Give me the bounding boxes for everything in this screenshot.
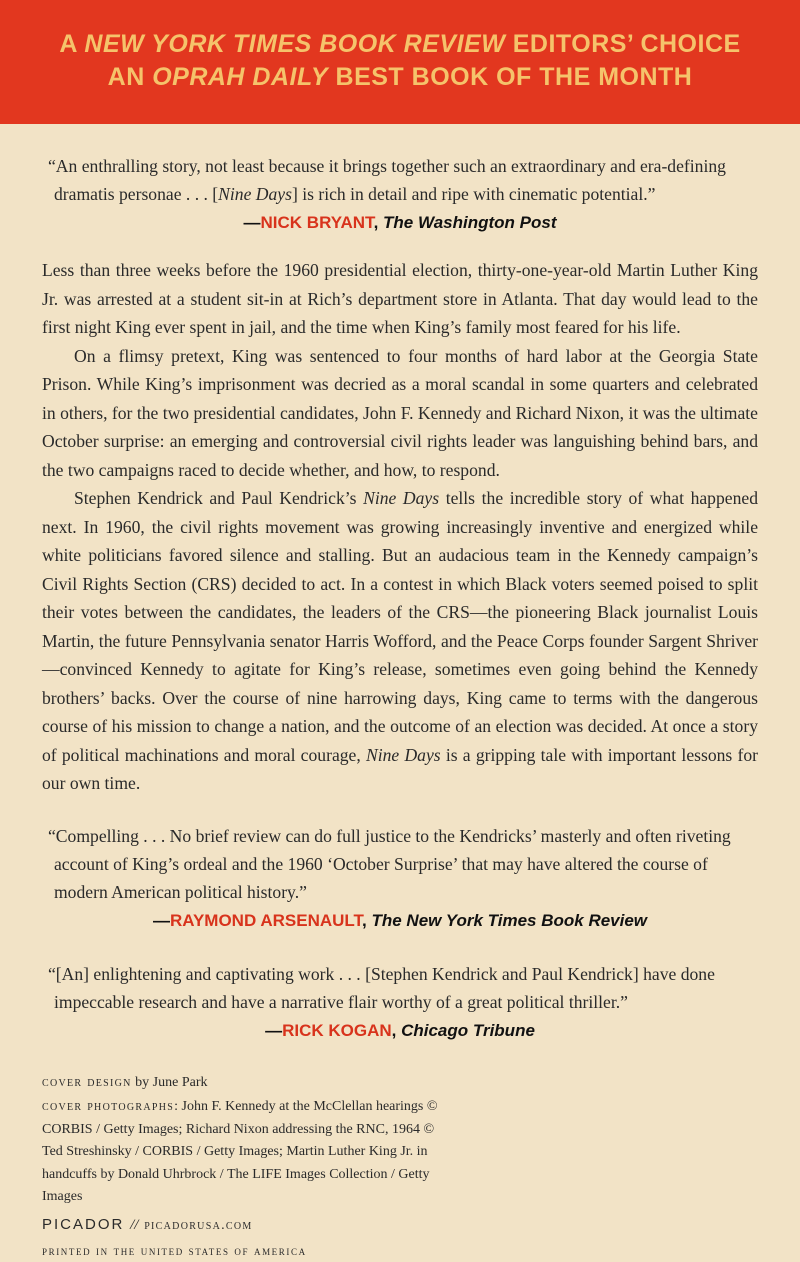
quote-text: “[An] enlightening and captivating work . . . [Stephen Kendrick and Paul Kendrick] have done impeccable research and have a narrative flair worthy of a great political thriller.” — [48, 963, 715, 1012]
cover-photographs-credit — [42, 1096, 442, 1209]
publisher-imprint — [42, 1213, 442, 1238]
banner-line-nytbr — [0, 28, 800, 61]
book-description — [42, 256, 758, 798]
attribution-dash: — — [265, 1020, 283, 1040]
imprint-separator: // — [130, 1216, 139, 1233]
p3-book-title-2: Nine Days — [365, 744, 441, 765]
publisher-logo: PICADOR — [42, 1215, 125, 1233]
review-quote-washington-post — [42, 152, 758, 238]
banner-line2-prefix: AN — [107, 63, 153, 91]
attribution-comma: , — [362, 910, 372, 930]
publication-name: Chicago Tribune — [401, 1020, 535, 1040]
cover-design-label: cover design — [42, 1074, 132, 1090]
cover-credits — [42, 1072, 442, 1262]
banner-line1-italic: NEW YORK TIMES BOOK REVIEW — [84, 30, 506, 58]
description-paragraph-2: On a flimsy pretext, King was sentenced to four months of hard labor at the Georgia State Prison. While King’s imprisonment was decried as a moral scandal in some quarters and celebrated in others, for the two presidential candidates, John F. Kennedy and Richard Nixon, it was the ultimate October surprise: an emerging and controversial civil rights leader was languishing behind bars, and the two campaigns raced to decide whether, and how, to respond. — [42, 345, 758, 480]
quote1-text-before: “An enthralling story, not least because it brings together such an extraordinary and era-defining dramatis personae . . . [ — [48, 156, 726, 204]
quote-text — [42, 152, 758, 208]
p3-after: is a gripping tale with important lessons for our own time. — [42, 744, 758, 793]
quote-attribution — [42, 208, 758, 238]
p3-before: Stephen Kendrick and Paul Kendrick’s — [74, 488, 364, 508]
reviewer-name: RAYMOND ARSENAULT — [169, 910, 363, 930]
publication-name: The New York Times Book Review — [371, 910, 648, 930]
attribution-dash: — — [243, 213, 261, 232]
p3-book-title: Nine Days — [363, 488, 440, 508]
publication-name: The Washington Post — [383, 213, 557, 232]
quote-attribution — [42, 1016, 758, 1046]
printed-in-notice: printed in the united states of america — [42, 1242, 307, 1258]
cover-photographs-value: : John F. Kennedy at the McClellan hearings © CORBIS / Getty Images; Richard Nixon addressing the RNC, 1964 © Ted Streshinsky / CORBIS / Getty Images; Martin Luther King Jr. in handcuffs by Donald Uhrbrock / The LIFE Images Collection / Getty Images — [42, 1099, 438, 1204]
top-banner — [0, 0, 800, 124]
banner-line1-prefix: A — [59, 30, 85, 58]
attribution-comma: , — [391, 1020, 402, 1040]
review-quote-chicago-tribune — [42, 960, 758, 1046]
quote-text: “Compelling . . . No brief review can do full justice to the Kendricks’ masterly and often riveting account of King’s ordeal and the 1960 ‘October Surprise’ that may have altered the course of modern American political history.” — [48, 825, 731, 902]
p3-middle: tells the incredible story of what happened next. In 1960, the civil rights movement was growing increasingly inventive and energized while white politicians favored silence and stalling. But an audacious team in the Kennedy campaign’s Civil Rights Section (CRS) decided to act. In a contest in which Black voters seemed poised to split their votes between the candidates, the leaders of the CRS—the pioneering Black journalist Louis Martin, the future Pennsylvania senator Harris Wofford, and the Peace Corps founder Sargent Shriver—convinced Kennedy to agitate for King’s release, sometimes even going behind the Kennedy brothers’ backs. Over the course of nine harrowing days, King came to terms with the dangerous course of his mission to change a nation, and the outcome of an election was decided. At once a story of political machinations and moral courage, — [42, 488, 758, 765]
cover-photographs-label: cover photographs — [42, 1099, 175, 1114]
banner-line2-italic: OPRAH DAILY — [152, 63, 329, 91]
publisher-website: picadorusa.com — [144, 1217, 253, 1233]
banner-line1-suffix: EDITORS’ CHOICE — [505, 30, 741, 58]
reviewer-name: NICK BRYANT — [260, 213, 374, 232]
attribution-comma: , — [373, 213, 384, 232]
back-cover-content — [0, 124, 800, 1262]
description-paragraph-1: Less than three weeks before the 1960 presidential election, thirty-one-year-old Martin Luther King Jr. was arrested at a student sit-in at Rich’s department store in Atlanta. That day would lead to the first night King ever spent in jail, and the time when King’s family most feared for his life. — [42, 260, 758, 337]
quote1-text-after: ] is rich in detail and ripe with cinematic potential.” — [291, 184, 656, 204]
banner-line2-suffix: BEST BOOK OF THE MONTH — [328, 63, 693, 91]
description-paragraph-3 — [42, 484, 758, 798]
quote1-book-title: Nine Days — [218, 184, 292, 204]
banner-line-oprah — [0, 61, 800, 94]
attribution-dash: — — [152, 910, 170, 930]
cover-design-credit — [42, 1072, 442, 1095]
quote-attribution — [42, 906, 758, 936]
reviewer-name: RICK KOGAN — [282, 1020, 392, 1040]
cover-design-value: by June Park — [131, 1074, 208, 1090]
review-quote-nytbr — [42, 822, 758, 936]
